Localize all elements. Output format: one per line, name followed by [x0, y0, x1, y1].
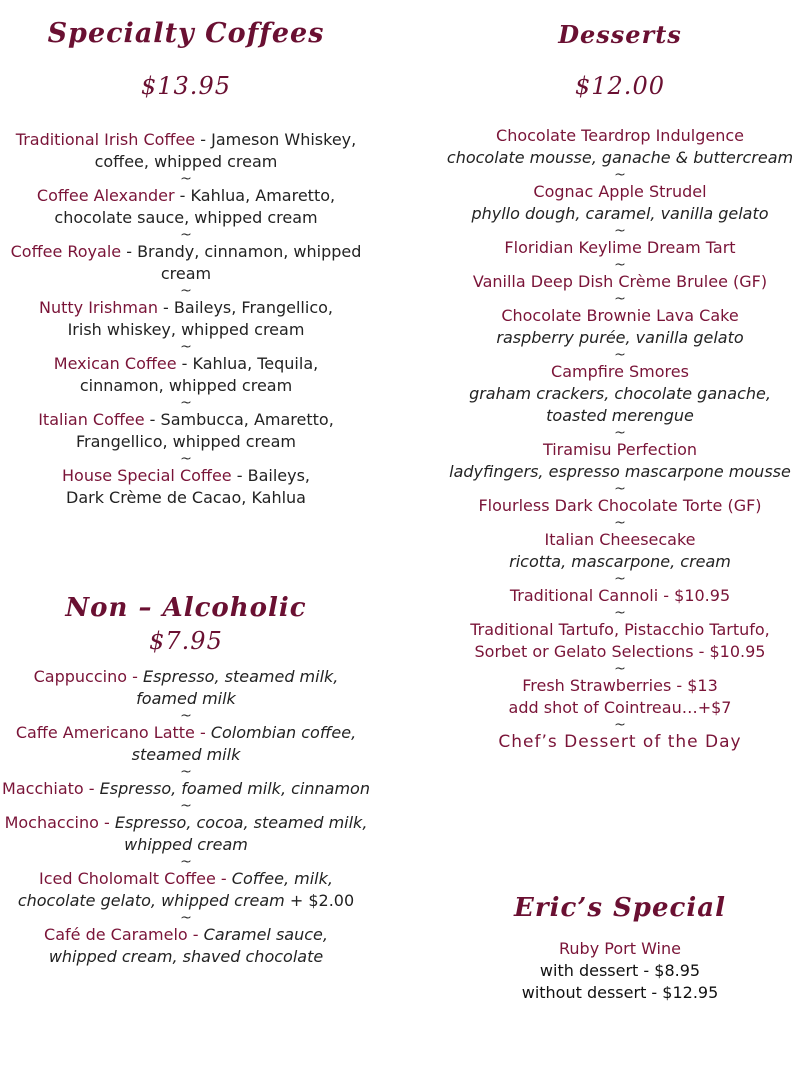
item-desc: Espresso, cocoa, steamed milk,	[114, 813, 368, 832]
item-name: Coffee Royale	[10, 242, 122, 261]
item-name: Cognac Apple Strudel	[533, 182, 707, 201]
item-desc: ladyfingers, espresso mascarpone mousse	[449, 462, 791, 481]
menu-item	[440, 675, 800, 719]
item-extra-price: + $2.00	[284, 891, 355, 910]
item-desc: ricotta, mascarpone, cream	[509, 552, 731, 571]
item-desc: steamed milk	[131, 745, 241, 764]
special-item-name: Ruby Port Wine	[559, 939, 681, 958]
item-desc: Frangellico, whipped cream	[76, 432, 296, 451]
separator: ~	[614, 347, 626, 363]
item-name: Caffe Americano Latte	[15, 723, 195, 742]
item-name: Café de Caramelo	[44, 925, 188, 944]
separator: ~	[614, 167, 626, 183]
erics-special-heading: Eric’s Special	[514, 893, 726, 923]
item-name: Iced Cholomalt Coffee	[39, 869, 216, 888]
item-desc: Baileys,	[247, 466, 310, 485]
item-desc: graham crackers, chocolate ganache,	[469, 384, 771, 403]
menu-item	[0, 666, 372, 710]
menu-item	[440, 125, 800, 169]
menu-item	[440, 361, 800, 427]
item-desc: Irish whiskey, whipped cream	[67, 320, 305, 339]
menu-item	[440, 619, 800, 663]
menu-item	[440, 271, 800, 293]
non-alcoholic-price: $7.95	[149, 627, 223, 655]
separator: ~	[180, 283, 192, 299]
item-desc: Baileys, Frangellico,	[173, 298, 333, 317]
item-desc: foamed milk	[136, 689, 236, 708]
item-name: add shot of Cointreau…+$7	[508, 698, 732, 717]
menu-item	[0, 812, 372, 856]
item-name: Cappuccino	[33, 667, 128, 686]
item-desc: whipped cream, shaved chocolate	[48, 947, 324, 966]
menu-item	[440, 237, 800, 259]
desserts-heading: Desserts	[558, 20, 682, 49]
item-desc: Kahlua, Amaretto,	[190, 186, 336, 205]
item-desc: toasted merengue	[546, 406, 694, 425]
item-desc: Espresso, foamed milk, cinnamon	[99, 779, 370, 798]
item-name: Coffee Alexander	[36, 186, 175, 205]
separator: ~	[180, 854, 192, 870]
menu-item	[0, 129, 372, 173]
separator: ~	[614, 515, 626, 531]
item-name: Traditional Cannoli - $10.95	[509, 586, 731, 605]
separator: ~	[180, 339, 192, 355]
menu-item	[440, 585, 800, 607]
dash: -	[194, 723, 211, 742]
item-desc: chocolate gelato, whipped cream	[17, 891, 285, 910]
item-name: House Special Coffee	[62, 466, 232, 485]
special-price-with-dessert: with dessert - $8.95	[539, 961, 701, 980]
menu-item	[0, 924, 372, 968]
specialty-coffees-heading: Specialty Coffees	[47, 18, 325, 49]
separator: ~	[614, 291, 626, 307]
menu-item	[0, 241, 372, 285]
item-name: Traditional Tartufo, Pistacchio Tartufo,	[470, 620, 770, 639]
menu-item	[440, 305, 800, 349]
item-desc: Caramel sauce,	[203, 925, 328, 944]
item-desc: phyllo dough, caramel, vanilla gelato	[471, 204, 769, 223]
separator: ~	[180, 227, 192, 243]
menu-item	[0, 778, 372, 800]
non-alcoholic-list	[0, 666, 372, 968]
item-desc: Colombian coffee,	[210, 723, 357, 742]
item-desc: Espresso, steamed milk,	[142, 667, 339, 686]
non-alcoholic-heading: Non – Alcoholic	[65, 593, 307, 623]
dash: -	[174, 186, 191, 205]
item-desc: cream	[160, 264, 212, 283]
dash: -	[127, 667, 143, 686]
item-name: Nutty Irishman	[39, 298, 158, 317]
dash: -	[83, 779, 100, 798]
dash: -	[195, 130, 212, 149]
separator: ~	[180, 764, 192, 780]
separator: ~	[614, 223, 626, 239]
separator: ~	[614, 605, 626, 621]
item-desc: whipped cream	[124, 835, 248, 854]
menu-item	[440, 181, 800, 225]
separator: ~	[614, 571, 626, 587]
separator: ~	[180, 451, 192, 467]
desserts-price: $12.00	[575, 72, 665, 100]
dash: -	[157, 298, 174, 317]
separator: ~	[180, 171, 192, 187]
erics-special-block	[440, 938, 800, 1004]
separator: ~	[614, 661, 626, 677]
item-desc: chocolate sauce, whipped cream	[54, 208, 318, 227]
separator: ~	[180, 708, 192, 724]
separator: ~	[180, 395, 192, 411]
separator: ~	[180, 910, 192, 926]
item-name: Flourless Dark Chocolate Torte (GF)	[478, 496, 762, 515]
item-name: Floridian Keylime Dream Tart	[504, 238, 736, 257]
dash: -	[231, 466, 248, 485]
separator: ~	[614, 481, 626, 497]
menu-item	[0, 722, 372, 766]
item-desc: coffee, whipped cream	[94, 152, 278, 171]
item-desc: chocolate mousse, ganache & buttercream	[446, 148, 794, 167]
menu-item	[0, 465, 372, 509]
item-name: Vanilla Deep Dish Crème Brulee (GF)	[472, 272, 768, 291]
item-name: Tiramisu Perfection	[542, 440, 698, 459]
menu-item	[0, 185, 372, 229]
desserts-list	[440, 125, 800, 753]
menu-item	[440, 439, 800, 483]
specialty-coffees-price: $13.95	[141, 72, 231, 100]
item-desc: Kahlua, Tequila,	[192, 354, 319, 373]
special-price-without-dessert: without dessert - $12.95	[521, 983, 719, 1002]
item-desc: cinnamon, whipped cream	[79, 376, 293, 395]
dash: -	[121, 242, 138, 261]
item-name: Chocolate Brownie Lava Cake	[501, 306, 739, 325]
item-desc: raspberry purée, vanilla gelato	[496, 328, 744, 347]
item-name: Mexican Coffee	[53, 354, 177, 373]
item-name: Fresh Strawberries - $13	[522, 676, 718, 695]
menu-item	[440, 495, 800, 517]
item-name: Chocolate Teardrop Indulgence	[496, 126, 744, 145]
menu-item	[0, 297, 372, 341]
dash: -	[215, 869, 232, 888]
item-desc: Coffee, milk,	[231, 869, 333, 888]
item-name: Macchiato	[2, 779, 84, 798]
chefs-dessert-of-the-day: Chef’s Dessert of the Day	[498, 732, 742, 752]
separator: ~	[614, 257, 626, 273]
item-name: Campfire Smores	[551, 362, 689, 381]
item-desc: Jameson Whiskey,	[211, 130, 357, 149]
dash: -	[98, 813, 115, 832]
specialty-coffees-list	[0, 129, 372, 509]
dash: -	[187, 925, 204, 944]
separator: ~	[614, 717, 626, 733]
item-desc: Dark Crème de Cacao, Kahlua	[66, 488, 306, 507]
menu-item	[440, 529, 800, 573]
menu-item	[0, 409, 372, 453]
item-desc: Brandy, cinnamon, whipped	[137, 242, 362, 261]
item-name: Italian Coffee	[38, 410, 145, 429]
dash: -	[144, 410, 161, 429]
item-name: Italian Cheesecake	[544, 530, 696, 549]
menu-item	[0, 353, 372, 397]
separator: ~	[614, 425, 626, 441]
item-name: Sorbet or Gelato Selections - $10.95	[474, 642, 766, 661]
item-name: Traditional Irish Coffee	[15, 130, 196, 149]
dash: -	[176, 354, 193, 373]
item-name: Mochaccino	[4, 813, 99, 832]
separator: ~	[180, 798, 192, 814]
menu-item	[0, 868, 372, 912]
item-desc: Sambucca, Amaretto,	[160, 410, 334, 429]
